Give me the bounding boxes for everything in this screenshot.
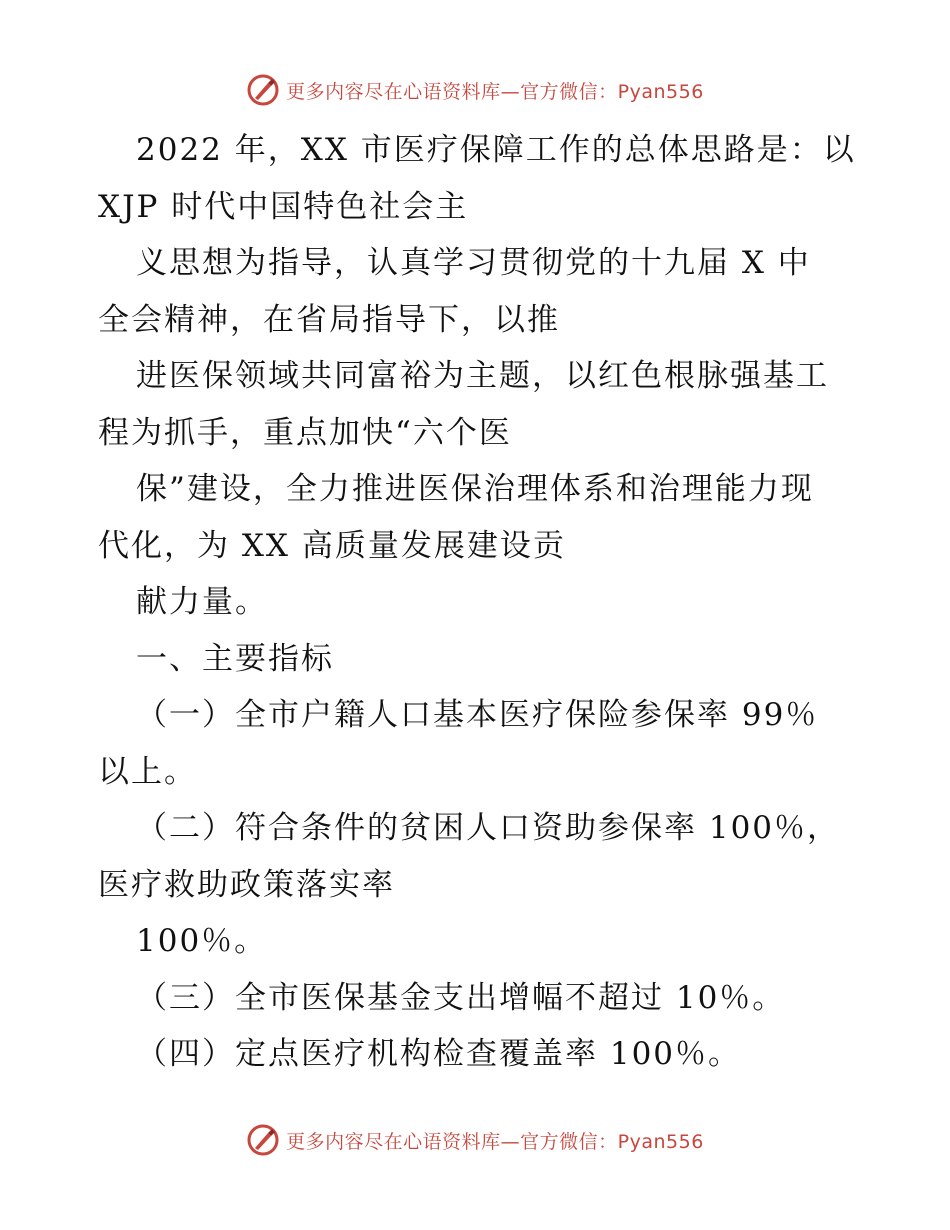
text-line: （一）全市户籍人口基本医疗保险参保率 99％	[136, 697, 819, 733]
text-line: 以上。	[98, 753, 197, 790]
text-line: 进医保领域共同富裕为主题，以红色根脉强基工	[136, 358, 829, 394]
watermark-text: 更多内容尽在心语资料库—官方微信：Pyan556	[286, 80, 704, 103]
footer-watermark	[0, 1120, 950, 1160]
text-line: 代化，为 XX 高质量发展建设贡	[98, 527, 566, 564]
text-line: 程为抓手，重点加快“六个医	[98, 414, 512, 451]
text-line: XJP 时代中国特色社会主	[98, 188, 469, 225]
watermark-text: 更多内容尽在心语资料库—官方微信：Pyan556	[286, 1130, 704, 1153]
text-line: 2022 年，XX 市医疗保障工作的总体思路是：以	[136, 132, 856, 168]
text-line: 义思想为指导，认真学习贯彻党的十九届 X 中	[136, 245, 811, 281]
text-line: 一、主要指标	[136, 640, 334, 677]
text-line: 保”建设，全力推进医保治理体系和治理能力现	[136, 471, 814, 507]
text-line: 献力量。	[136, 584, 268, 620]
text-line: （四）定点医疗机构检查覆盖率 100％。	[136, 1036, 742, 1072]
text-line: （二）符合条件的贫困人口资助参保率 100％，	[136, 810, 841, 846]
text-line: 100％。	[136, 923, 268, 959]
pen-logo-icon	[246, 1123, 280, 1157]
text-line: 医疗救助政策落实率	[98, 866, 395, 903]
text-line: 全会精神，在省局指导下，以推	[98, 301, 560, 338]
document-body	[98, 122, 858, 1083]
text-line: （三）全市医保基金支出增幅不超过 10％。	[136, 979, 786, 1016]
header-watermark	[0, 70, 950, 110]
pen-logo-icon	[246, 73, 280, 107]
